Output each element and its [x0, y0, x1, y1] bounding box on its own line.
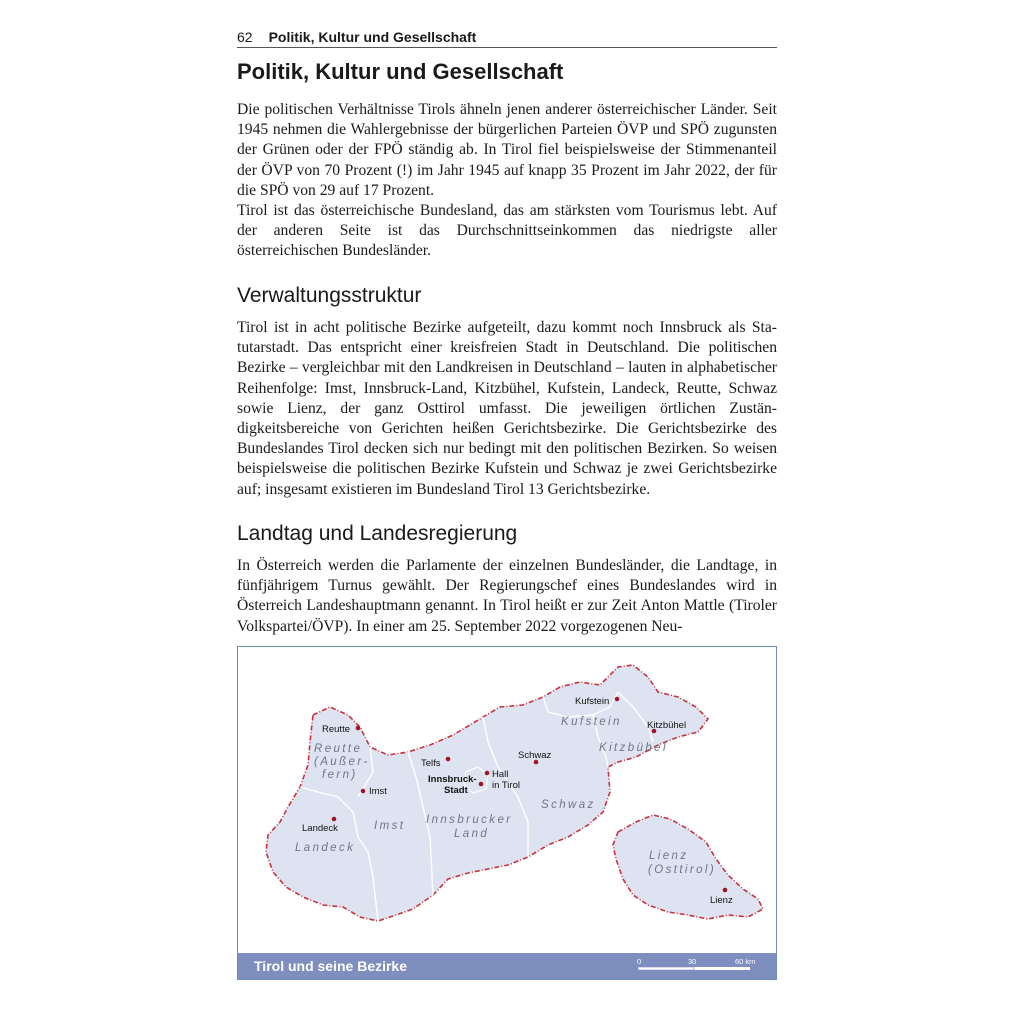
tirol-map: [238, 647, 776, 953]
map-caption: Tirol und seine Bezirke: [254, 958, 408, 974]
district-label-reutte-2: (Außer-: [314, 756, 370, 768]
district-label-reutte-3: fern): [322, 769, 358, 781]
town-dot-kufstein: [615, 697, 620, 702]
town-label-schwaz: Schwaz: [518, 750, 552, 761]
intro-paragraph-2: Tirol ist das österreichische Bundesland, das am stärksten vom Tourismus lebt. Auf der anderen Seite ist das Durchschnittseinkommen das niedrigste aller österreichischen Bundesländer.: [237, 202, 777, 260]
town-label-hall-2: in Tirol: [492, 780, 520, 791]
section-text-landtag: In Österreich werden die Parlamente der einzelnen Bundesländer, die Landtage, in fünfjährigem Turnus gewählt. Der Regierungschef eines Bundeslandes wird in Österreich Landeshauptmann genannt. In Tirol heißt er zur Zeit Anton Mattle (Tiroler Volkspartei/ÖVP). In einer am 25. September 2022 vorgezogenen Neu-: [237, 557, 777, 635]
town-dot-innsbruck: [479, 782, 484, 787]
town-label-kitzbuehel: Kitzbühel: [647, 720, 687, 731]
town-dot-reutte: [356, 726, 361, 731]
town-label-imst: Imst: [369, 786, 387, 797]
town-dot-hall: [485, 771, 490, 776]
district-label-kitzbuehel: Kitzbühel: [599, 742, 668, 754]
town-dot-telfs: [446, 757, 451, 762]
scale-bar: [628, 953, 768, 979]
map-caption-bar: [238, 953, 776, 979]
page-content: [237, 28, 777, 635]
district-label-landeck: Landeck: [295, 842, 356, 854]
running-head-title: Politik, Kultur und Gesellschaft: [268, 29, 477, 45]
town-label-reutte: Reutte: [322, 724, 350, 735]
district-label-lienz-1: Lienz: [649, 850, 689, 862]
town-dot-lienz: [723, 888, 728, 893]
district-label-lienz-2: (Osttirol): [648, 864, 717, 876]
scale-label-mid: 30: [688, 957, 697, 966]
district-label-schwaz: Schwaz: [541, 799, 596, 811]
town-label-innsbruck-2: Stadt: [444, 785, 468, 796]
page-title: Politik, Kultur und Gesellschaft: [237, 59, 564, 84]
running-head: [237, 28, 777, 48]
town-label-lienz: Lienz: [710, 895, 733, 906]
district-label-reutte-1: Reutte: [314, 743, 363, 755]
district-label-innsbrucker-2: Land: [454, 828, 490, 840]
district-label-innsbrucker-1: Innsbrucker: [426, 814, 513, 826]
section-heading-verwaltung: Verwaltungsstruktur: [237, 284, 422, 307]
section-text-verwaltung: Tirol ist in acht politische Bezirke aufgeteilt, dazu kommt noch Innsbruck als Statutarstadt. Das entspricht einer kreisfreien Stadt in Deutschland. Die politischen Bezirke – vergleichbar mit den Landkreisen in Deutschland – lauten in alphabetischer Reihenfolge: Imst, Innsbruck-Land, Kitzbühel, Kufstein, Landeck, Reutte, Schwaz sowie Lienz, der ganz Osttirol umfasst. Die jeweiligen örtlichen Zuständigkeitsbereiche von Gerichten heißen Gerichtsbezirke. Die Gerichtsbezirke des Bundeslandes Tirol decken sich nur bedingt mit den politischen Bezirken. So weisen beispielsweise die politischen Bezirke Kufstein und Schwaz je zwei Gerichtsbezirke auf; insgesamt existieren im Bundesland Tirol 13 Gerichtsbezirke.: [237, 319, 777, 498]
intro-paragraph-1: Die politischen Verhältnisse Tirols ähneln jenen anderer österreichischer Länder. Seit 1945 nehmen die Wahlergebnisse der bürgerlichen Parteien ÖVP und SPÖ zugunsten der Grünen oder der FPÖ ständig ab. In Tirol fiel beispielsweise der Stimmenanteil der ÖVP von 70 Prozent (!) im Jahr 1945 auf knapp 35 Prozent im Jahr 2022, der für die SPÖ von 29 auf 17 Prozent.: [237, 101, 777, 199]
town-label-telfs: Telfs: [421, 758, 441, 769]
section-heading-landtag: Landtag und Landesregierung: [237, 522, 518, 545]
page-number: 62: [237, 29, 253, 45]
district-label-imst: Imst: [374, 820, 406, 832]
scale-label-zero: 0: [637, 957, 642, 966]
scale-bar-segment: [638, 967, 694, 970]
town-label-kufstein: Kufstein: [575, 696, 610, 707]
town-dot-landeck: [332, 817, 337, 822]
town-label-landeck: Landeck: [302, 823, 338, 834]
town-label-hall-1: Hall: [492, 769, 509, 780]
map-figure: [237, 646, 777, 980]
town-dot-imst: [361, 789, 366, 794]
scale-label-end: 60 km: [735, 957, 756, 966]
town-label-innsbruck-1: Innsbruck-: [428, 774, 477, 785]
district-label-kufstein: Kufstein: [561, 716, 622, 728]
